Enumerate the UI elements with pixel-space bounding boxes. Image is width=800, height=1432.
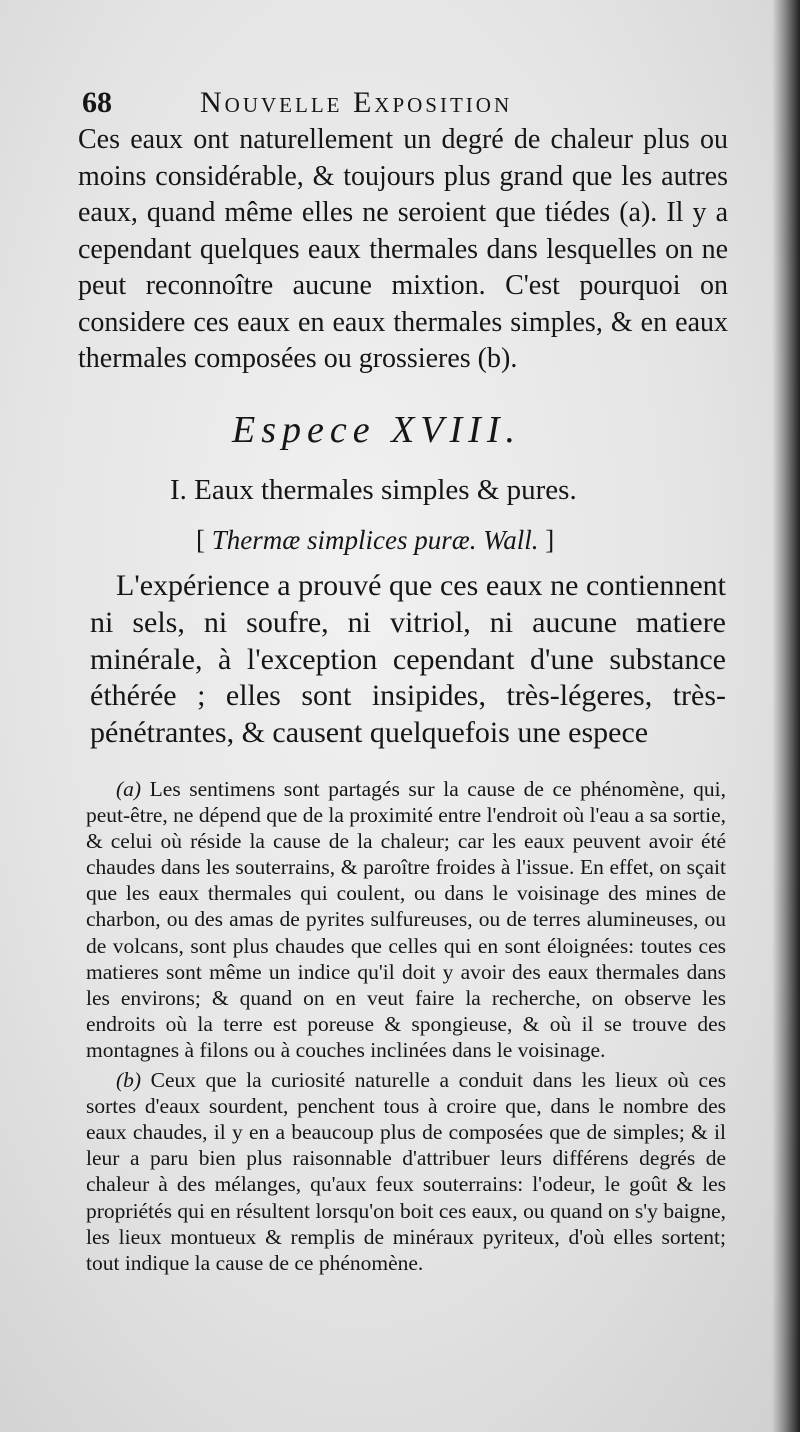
footnote-b-text: Ceux que la curiosité naturelle a conduit dans les lieux où ces sortes d'eaux sourdent, penchent tous à croire que, dans le nombre des eaux chaudes, il y en a beaucoup plus de composées que de simples; & il leur a paru bien plus raisonnable d'attribuer leurs différens degrés de chaleur à des mélanges, qu'aux feux souterrains: l'odeur, le goût & les propriétés qui en résultent lorsqu'on boit ces eaux, ou quand on s'y baigne, les lieux montueux & remplis de minéraux pyriteux, d'où elles sortent; tout indique la cause de ce phénomène. <box>86 1068 727 1275</box>
page-number: 68 <box>82 86 112 119</box>
latin-name-text: Thermæ simplices puræ. Wall. <box>211 525 539 555</box>
footnotes <box>86 776 726 1280</box>
page-header <box>82 86 772 120</box>
latin-bracket-open: [ <box>196 525 205 555</box>
paragraph-2: L'expérience a prouvé que ces eaux ne contiennent ni sels, ni soufre, ni vitriol, ni aucune matiere minérale, à l'exception cependant d'une substance éthérée ; elles sont insipides, très-légeres, très-pénétrantes, & causent quelquefois une espece <box>90 569 726 750</box>
footnote-a <box>86 776 726 1063</box>
paragraph-1: Ces eaux ont naturellement un degré de chaleur plus ou moins considérable, & toujours plus grand que les autres eaux, quand même elles ne seroient que tiédes (a). Il y a cependant quelques eaux thermales dans lesquelles on ne peut reconnoître aucune mixtion. C'est pourquoi on considere ces eaux en eaux thermales simples, & en eaux thermales composées ou grossieres (b). <box>78 124 728 374</box>
footnote-a-mark: (a) <box>116 777 142 801</box>
main-text-bottom <box>90 568 726 752</box>
footnote-b-mark: (b) <box>116 1068 142 1093</box>
footnote-b <box>86 1067 726 1276</box>
section-subheading: I. Eaux thermales simples & pures. <box>170 474 577 506</box>
main-text-top <box>78 122 728 378</box>
footnote-a-text: Les sentimens sont partagés sur la cause de ce phénomène, qui, peut-être, ne dépend que de la proximité entre l'endroit où l'eau a sa sortie, & celui où réside la cause de la chaleur; car les eaux peuvent avoir été chaudes dans les souterrains, & paroître froides à l'issue. En effet, on sçait que les eaux thermales qui coulent, ou dans le voisinage des mines de charbon, ou des amas de pyrites sulfureuses, ou de terres alumineuses, ou de volcans, sont plus chaudes que celles qui en sont éloignées: toutes ces matieres sont même un indice qu'il doit y avoir des eaux thermales dans les environs; & quand on en veut faire la recherche, on observe les endroits où la terre est poreuse & spongieuse, & où il se trouve des montagnes à filons ou à couches inclinées dans le voisinage. <box>86 777 726 1062</box>
section-title: Espece XVIII. <box>232 409 521 451</box>
page-gutter-shadow <box>772 0 800 1432</box>
latin-bracket-close: ] <box>545 525 555 555</box>
latin-name <box>196 522 666 558</box>
running-head: Nouvelle Exposition <box>200 86 513 119</box>
